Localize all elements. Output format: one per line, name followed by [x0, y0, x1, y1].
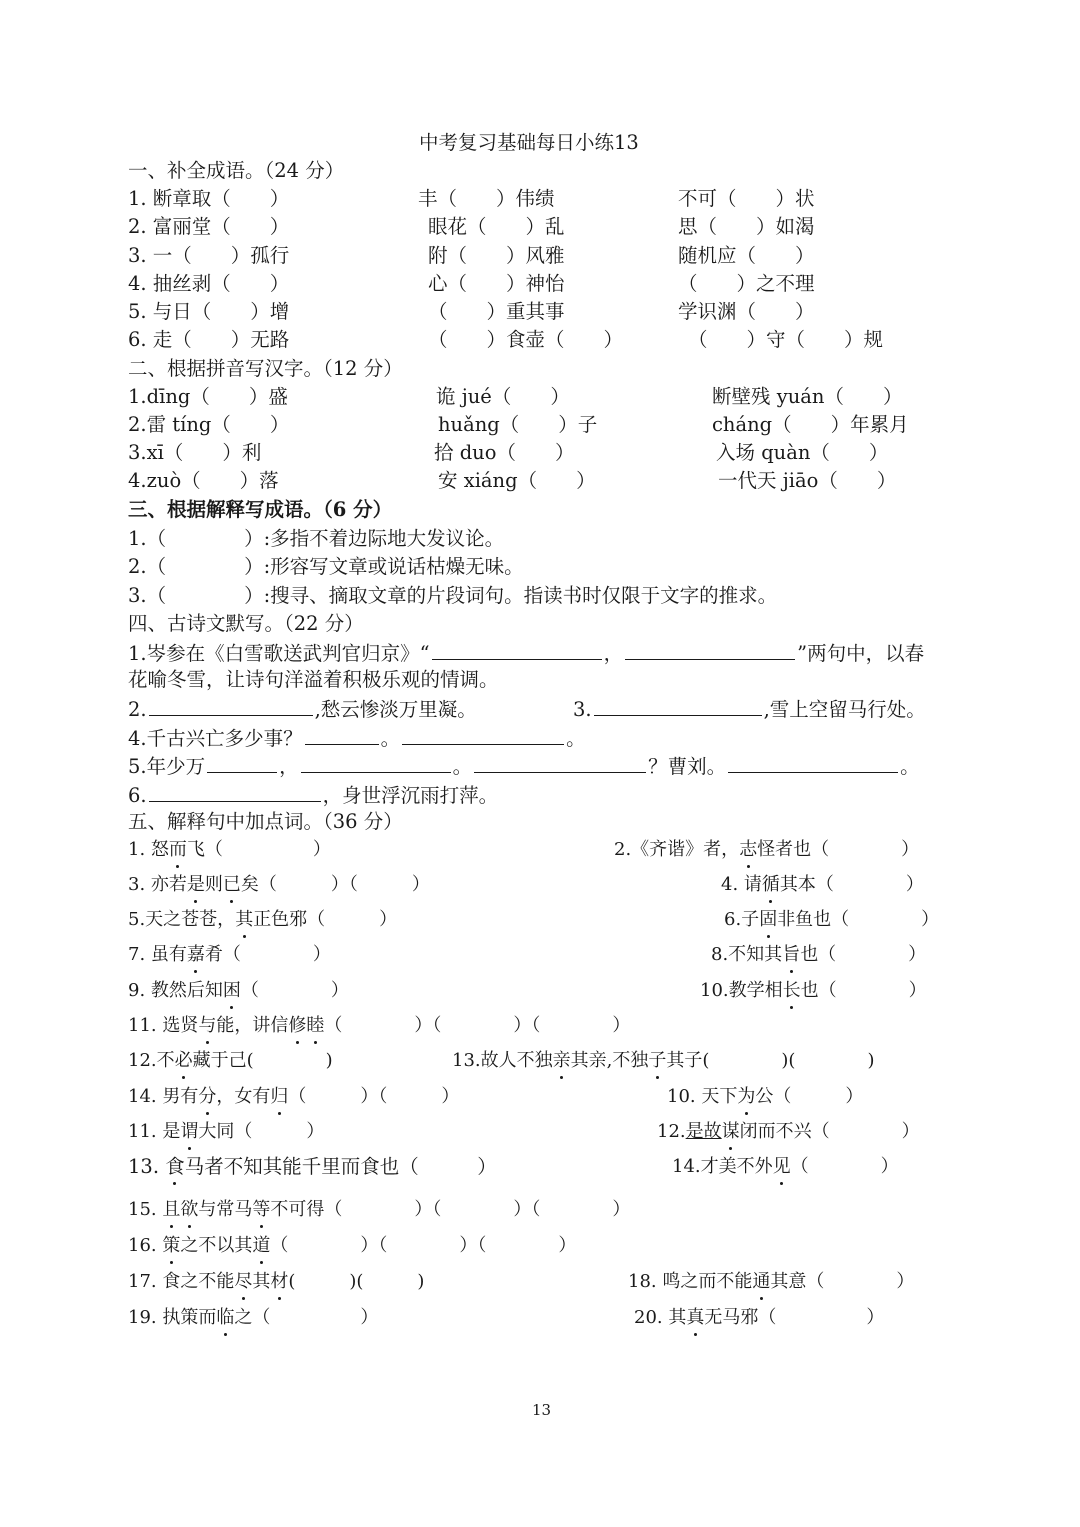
s4-l1-text-c: ”两句中，以春 — [797, 642, 925, 665]
section-4-heading: 四、古诗文默写。（22 分） — [128, 612, 364, 635]
s4-l5-blank-4[interactable] — [728, 753, 898, 773]
s1-row5-c3: 学识渊（ ） — [678, 300, 815, 323]
s4-l1-text-b: ， — [603, 642, 624, 665]
s5-item-24: 19. 执策而临之（ ） — [128, 1307, 379, 1328]
dotted-char: 谓 — [180, 1121, 199, 1142]
dotted-char: 循 — [761, 874, 780, 895]
dotted-char: 与 — [198, 1015, 217, 1036]
s4-line1 — [128, 640, 924, 665]
s1-row6-c2: （ ）食壶（ ） — [428, 328, 624, 351]
s4-line2 — [128, 696, 477, 721]
s1-row6-c1: 6. 走（ ）无路 — [128, 328, 290, 351]
dotted-char: 而 — [168, 839, 187, 860]
s2-row1-c1: 1.dīng（ ）盛 — [128, 385, 288, 408]
dotted-char: 真 — [686, 1307, 705, 1328]
dotted-char: 嘉 — [186, 944, 205, 965]
s5-item-11: 11. 选贤与能，讲信修睦（ ）（ ）（ ） — [128, 1015, 631, 1036]
s1-row4-c1: 4. 抽丝剥（ ） — [128, 272, 290, 295]
s4-l5-mark-3: 。 — [900, 755, 920, 778]
s2-row1-c2: 诡 jué（ ） — [436, 385, 570, 408]
s5-item-1: 1. 怒而飞（ ） — [128, 839, 331, 860]
dotted-char: 为 — [737, 1086, 756, 1107]
s4-l3-text: ,雪上空留马行处。 — [763, 698, 926, 721]
dotted-char: 困 — [222, 980, 241, 1001]
dotted-char: 子 — [648, 1050, 667, 1071]
s5-item-21: 16. 策之不以其道（ ）（ ）（ ） — [128, 1235, 577, 1256]
dotted-char: 材 — [270, 1271, 289, 1292]
s1-row3-c2: 附（ ）风雅 — [428, 244, 565, 267]
dotted-char: 长 — [782, 980, 801, 1001]
dotted-char: 归 — [270, 1086, 289, 1107]
s1-row2-c3: 思（ ）如渴 — [678, 215, 815, 238]
s2-row1-c3: 断壁残 yuán（ ） — [712, 385, 903, 408]
dotted-char: 睦 — [306, 1015, 325, 1036]
s4-line6 — [128, 782, 498, 807]
s5-item-2: 2.《齐谐》者，志怪者也（ ） — [614, 839, 920, 860]
s5-item-8: 8.不知其旨也（ ） — [711, 944, 927, 965]
s1-row5-c2: （ ）重其事 — [428, 300, 565, 323]
s5-item-4: 4. 请循其本（ ） — [721, 874, 924, 895]
s1-row1-c2: 丰（ ）伟绩 — [418, 187, 555, 210]
s1-row6-c3: （ ）守（ ）规 — [688, 328, 884, 351]
s2-row3-c2: 拾 duo（ ） — [434, 441, 575, 464]
s5-item-20: 15. 且欲与常马等不可得（ ）（ ）（ ） — [128, 1199, 631, 1220]
s4-l6-blank[interactable] — [149, 782, 321, 802]
s3-item2: 2.（ ）:形容写文章或说话枯燥无味。 — [128, 555, 524, 578]
s5-item-17: 12.是故谋闭而不兴（ ） — [657, 1121, 920, 1142]
dotted-char: 修 — [288, 1015, 307, 1036]
s1-row1-c1: 1. 断章取（ ） — [128, 187, 290, 210]
s5-item-5: 5.天之苍苍，其正色邪（ ） — [128, 909, 398, 930]
s5-item-12: 12.不必藏于己( ) — [128, 1050, 333, 1071]
s5-item-22: 17. 食之不能尽其材( )( ) — [128, 1271, 425, 1292]
dotted-char: 谋 — [721, 1121, 740, 1142]
s4-l2-blank[interactable] — [149, 696, 313, 716]
s4-l5-blank-2[interactable] — [301, 753, 451, 773]
s5-item-7: 7. 虽有嘉肴（ ） — [128, 944, 331, 965]
dotted-char: 等 — [252, 1199, 271, 1220]
s5-item-25: 20. 其真无马邪（ ） — [634, 1307, 885, 1328]
s1-row1-c3: 不可（ ）状 — [678, 187, 815, 210]
s4-l4-blank-1[interactable] — [305, 725, 379, 745]
s4-l4-text: 4.千古兴亡多少事？ — [128, 727, 303, 750]
dotted-char: 是 — [186, 874, 205, 895]
s4-line5 — [128, 753, 920, 778]
s4-l2-num: 2. — [128, 698, 147, 721]
s2-row2-c2: huǎng（ ）子 — [438, 413, 598, 436]
worksheet-title: 中考复习基础每日小练13 — [419, 131, 639, 154]
s5-item-9: 9. 教然后知困（ ） — [128, 980, 349, 1001]
dotted-char: 道 — [252, 1235, 271, 1256]
section-3-heading: 三、根据解释写成语。（6 分） — [128, 498, 393, 521]
dotted-char: 其 — [235, 909, 254, 930]
s5-item-15: 10. 天下为公（ ） — [667, 1086, 864, 1107]
dotted-char: 志 — [739, 839, 758, 860]
s5-item-13: 13.故人不独亲其亲,不独子其子( )( ) — [452, 1050, 875, 1071]
s4-l3-blank[interactable] — [594, 696, 762, 716]
section-2-heading: 二、根据拼音写汉字。（12 分） — [128, 357, 403, 380]
s5-item-10: 10.教学相长也（ ） — [700, 980, 927, 1001]
dotted-char: 食 — [165, 1155, 185, 1178]
s4-l6-text: ，身世浮沉雨打萍。 — [322, 784, 499, 807]
s5-item-6: 6.子固非鱼也（ ） — [724, 909, 940, 930]
s4-line1-cont: 花喻冬雪，让诗句洋溢着积极乐观的情调。 — [128, 668, 499, 691]
dotted-char: 通 — [752, 1271, 771, 1292]
s3-item3: 3.（ ）:搜寻、摘取文章的片段词句。指读书时仅限于文字的推求。 — [128, 584, 778, 607]
s2-row4-c1: 4.zuò（ ）落 — [128, 469, 279, 492]
s4-line4 — [128, 725, 586, 750]
dotted-char: 见 — [772, 1156, 791, 1177]
s2-row3-c3: 入场 quàn（ ） — [716, 441, 889, 464]
dotted-char: 尽 — [234, 1271, 253, 1292]
s2-row2-c1: 2.雷 tíng（ ） — [128, 413, 290, 436]
dotted-char: 亲 — [552, 1050, 571, 1071]
s4-l4-mark-2: 。 — [566, 727, 586, 750]
s2-row2-c3: cháng（ ）年累月 — [712, 413, 909, 436]
s3-item1: 1.（ ）:多指不着边际地大发议论。 — [128, 527, 505, 550]
dotted-char: 固 — [759, 909, 778, 930]
s1-row4-c2: 心（ ）神怡 — [428, 272, 565, 295]
s5-item-3: 3. 亦若是则已矣（ ）（ ） — [128, 874, 430, 895]
s4-l5-mark-1: ， — [279, 755, 299, 778]
s2-row3-c1: 3.xī（ ）利 — [128, 441, 262, 464]
dotted-char: 必 — [174, 1050, 193, 1071]
s4-l1-blank-1[interactable] — [432, 640, 602, 660]
s2-row4-c3: 一代天 jiāo（ ） — [718, 469, 897, 492]
s5-item-14: 14. 男有分，女有归（ ）（ ） — [128, 1086, 460, 1107]
dotted-char: 且 — [162, 1199, 181, 1220]
dotted-char: 欲 — [180, 1199, 199, 1220]
s5-item-16: 11. 是谓大同（ ） — [128, 1121, 325, 1142]
s4-l6-num: 6. — [128, 784, 147, 807]
s1-row3-c3: 随机应（ ） — [678, 244, 815, 267]
dotted-char: 分 — [198, 1086, 217, 1107]
s4-l1-blank-2[interactable] — [625, 640, 795, 660]
s5-item-23: 18. 鸣之而不能通其意（ ） — [628, 1271, 915, 1292]
s1-row4-c3: （ ）之不理 — [678, 272, 815, 295]
s4-l5-text: 5.年少万 — [128, 755, 206, 778]
s4-l3-num: 3. — [573, 698, 592, 721]
page-number: 13 — [532, 1401, 552, 1419]
s4-l5-blank-3[interactable] — [474, 753, 646, 773]
section-5-heading: 五、解释句中加点词。（36 分） — [128, 810, 403, 833]
s1-row2-c2: 眼花（ ）乱 — [428, 215, 565, 238]
s4-line3 — [573, 696, 926, 721]
s4-l2-text: ,愁云惨淡万里凝。 — [314, 698, 477, 721]
dotted-char: 临 — [216, 1307, 235, 1328]
s5-item-19: 14.才美不外见（ ） — [672, 1156, 899, 1177]
dotted-char: 旨 — [782, 944, 801, 965]
s4-l4-blank-2[interactable] — [402, 725, 564, 745]
dotted-char: 策 — [162, 1235, 181, 1256]
s4-l5-blank-1[interactable] — [207, 753, 277, 773]
s5-item-18: 13. 食马者不知其能千里而食也（ ） — [128, 1155, 497, 1178]
s1-row2-c1: 2. 富丽堂（ ） — [128, 215, 290, 238]
dotted-char: 已 — [222, 874, 241, 895]
s2-row4-c2: 安 xiáng（ ） — [438, 469, 596, 492]
s1-row3-c1: 3. 一（ ）孤行 — [128, 244, 290, 267]
s4-l4-mark-1: 。 — [380, 727, 401, 750]
s4-l5-text-2: ？曹刘。 — [648, 755, 727, 778]
s1-row5-c1: 5. 与日（ ）增 — [128, 300, 290, 323]
s4-l1-text-a: 1.岑参在《白雪歌送武判官归京》“ — [128, 642, 430, 665]
section-1-heading: 一、补全成语。（24 分） — [128, 159, 345, 182]
s4-l5-mark-2: 。 — [452, 755, 473, 778]
